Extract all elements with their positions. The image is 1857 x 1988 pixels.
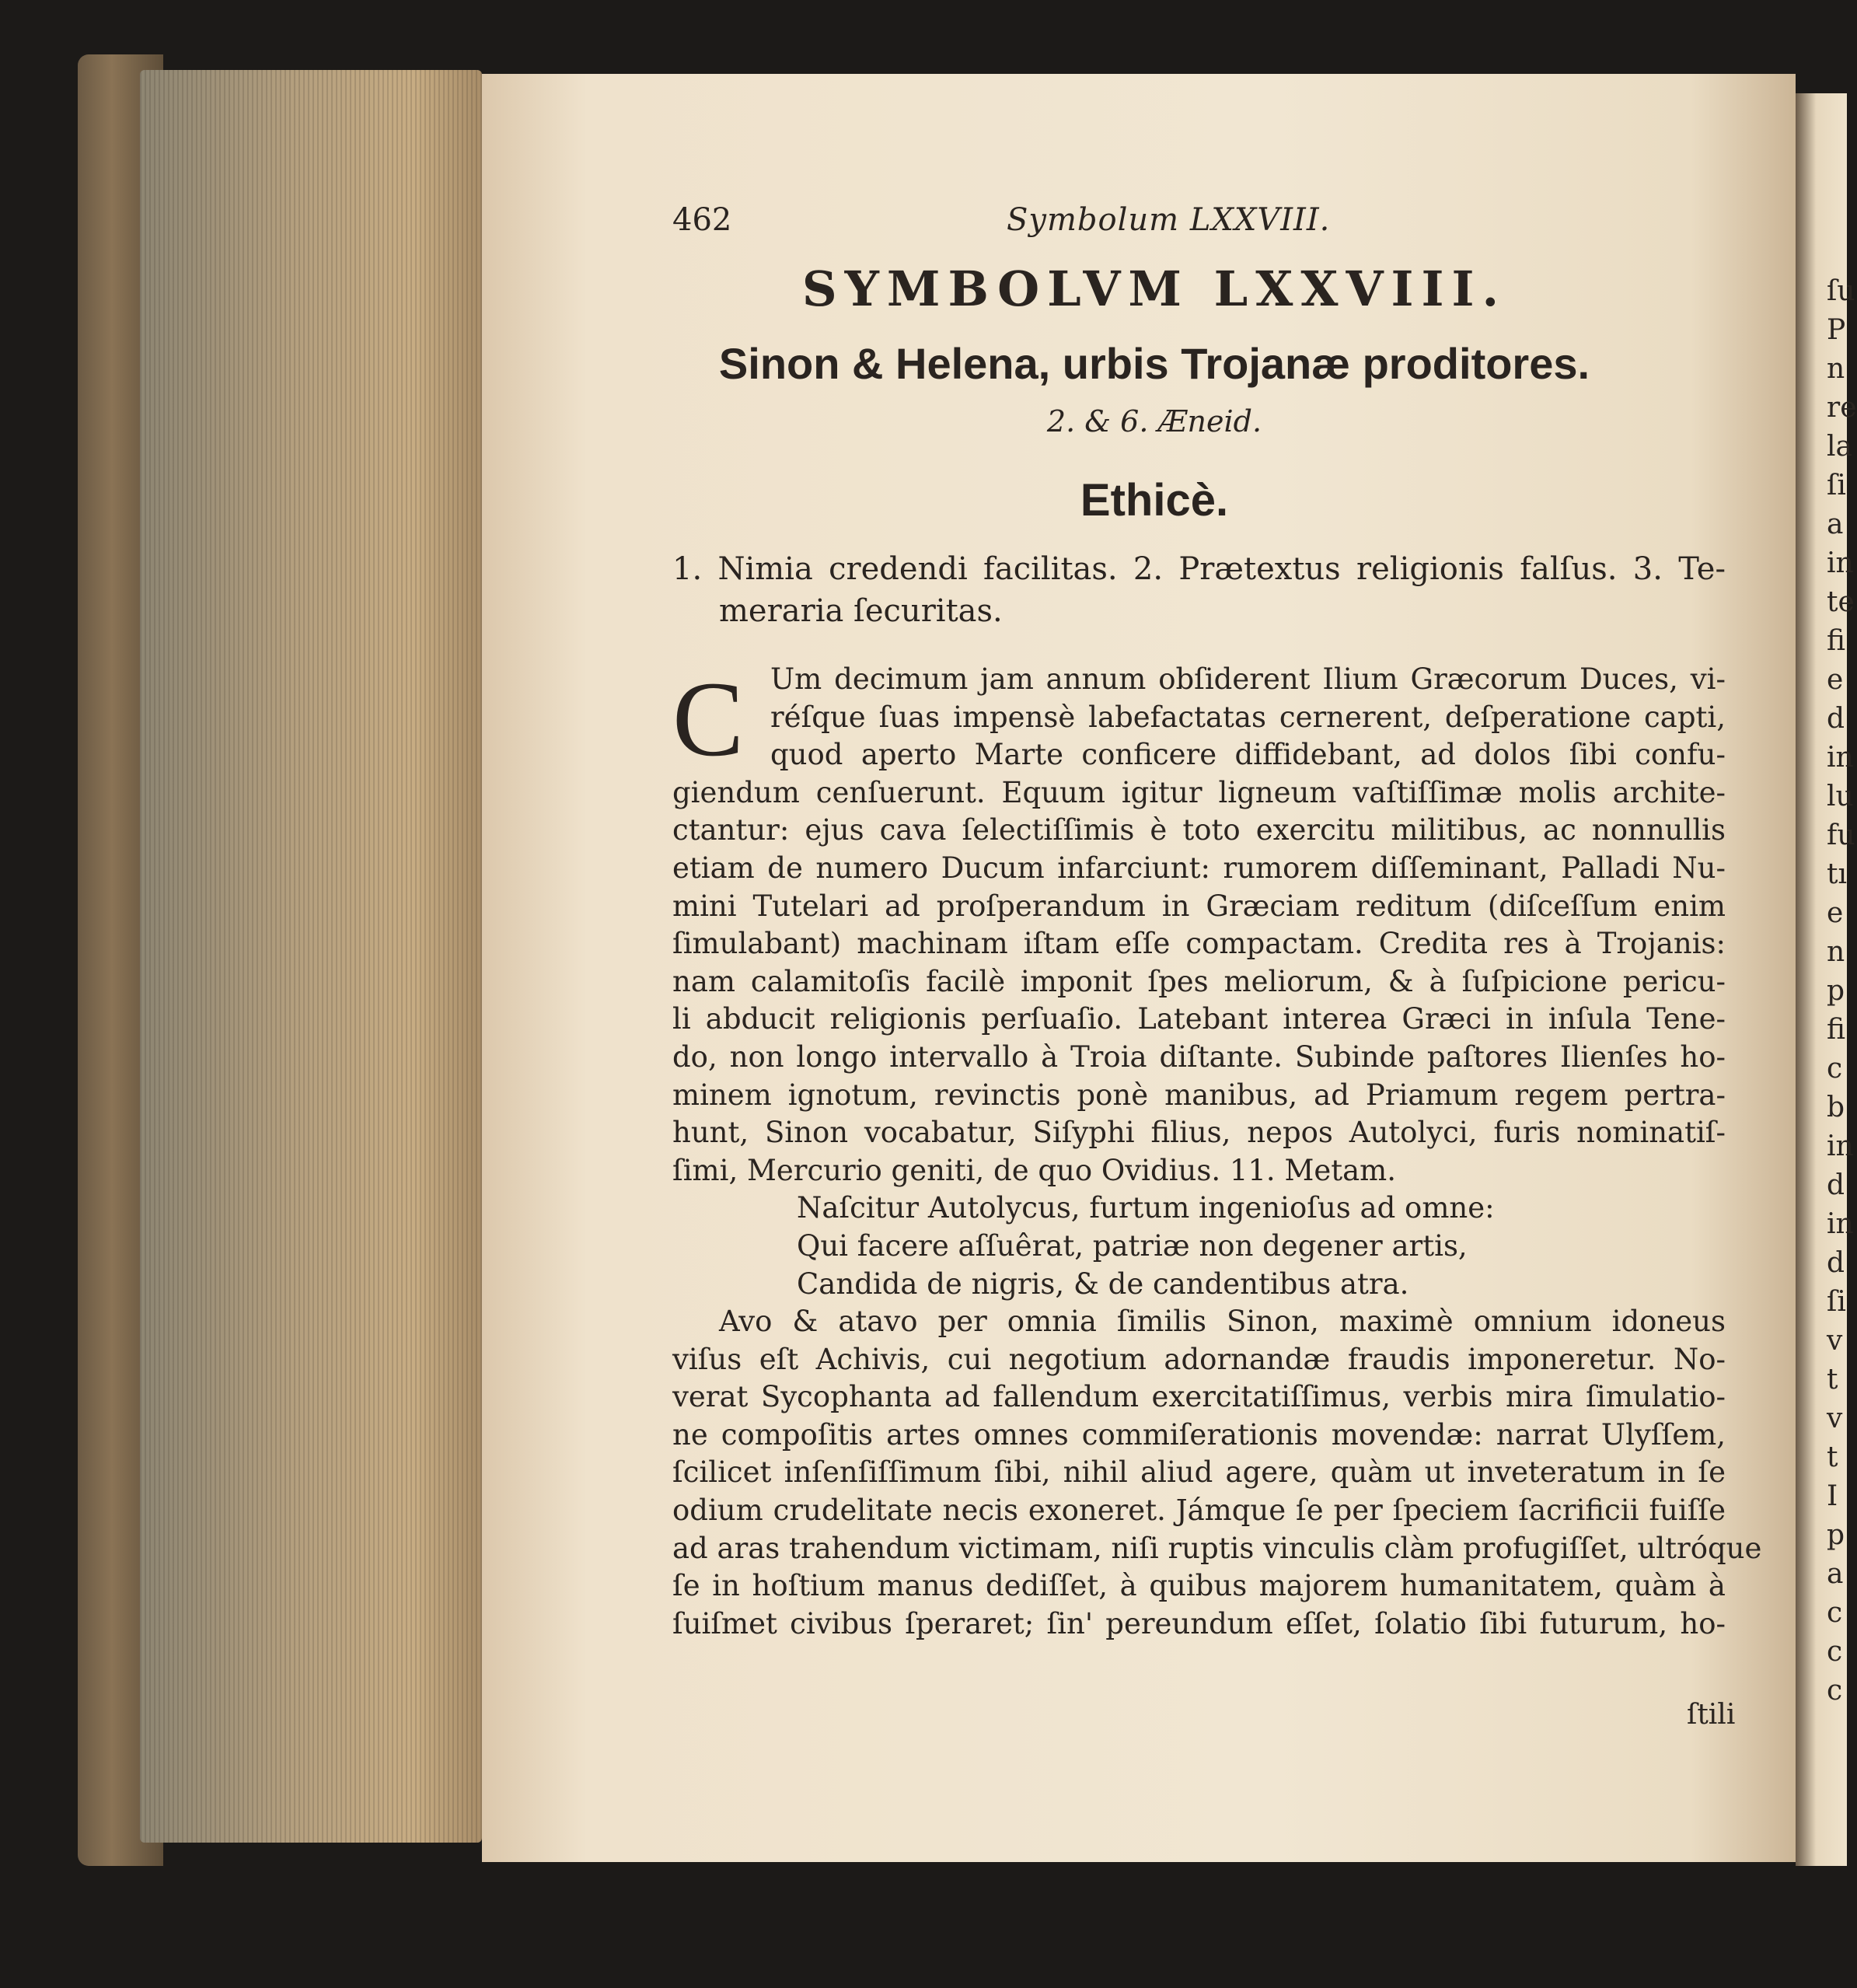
- right-page-fragment: n: [1827, 936, 1845, 968]
- body-line: odium crudelitate necis exoneret. Jámque ſe per ſpeciem ſacrificii fuiſſe: [672, 1494, 1726, 1528]
- right-page-fragment: c: [1827, 1597, 1843, 1629]
- right-page-fragment: e: [1827, 897, 1844, 929]
- source-reference: 2. & 6. Æneid.: [1046, 404, 1262, 438]
- body-line: li abducit religionis perſuaſio. Latebant interea Græci in inſula Tene-: [672, 1002, 1726, 1036]
- body-line: nam calamitoſis facilè imponit ſpes meliorum, & à ſuſpicione pericu-: [672, 964, 1726, 998]
- body-line: do, non longo intervallo à Troia diſtante. Subinde paſtores Ilienſes ho-: [672, 1039, 1726, 1074]
- body-line: etiam de numero Ducum infarciunt: rumorem diſſeminant, Palladi Nu-: [672, 851, 1726, 885]
- right-page-fragment: d: [1827, 1169, 1845, 1201]
- right-page-fragment: in: [1827, 547, 1854, 579]
- body-line: ſimi, Mercurio geniti, de quo Ovidius. 11. Metam.: [672, 1153, 1396, 1187]
- verse-line: Candida de nigris, & de candentibus atra.: [797, 1267, 1409, 1301]
- body-line: ctantur: ejus cava ſelectiſſimis è toto exercitu militibus, ac nonnullis: [672, 813, 1726, 847]
- right-page-fragment: fu: [1827, 819, 1855, 851]
- page-title: SYMBOLVM LXXVIII.: [801, 260, 1507, 317]
- right-page-fragment: t: [1827, 1441, 1838, 1473]
- right-page-fragment: te: [1827, 586, 1855, 618]
- body-line: Avo & atavo per omnia ſimilis Sinon, maximè omnium idoneus: [719, 1305, 1726, 1339]
- body-line: mini Tutelari ad proſperandum in Græciam reditum (diſceſſum enim: [672, 889, 1726, 923]
- right-page-fragment: e: [1827, 664, 1844, 696]
- verse-line: Naſcitur Autolycus, furtum ingenioſus ad omne:: [797, 1191, 1495, 1225]
- right-page-fragment: v: [1827, 1403, 1843, 1434]
- right-page-fragment: fi: [1827, 625, 1846, 657]
- right-page-fragment: ſi: [1827, 470, 1846, 501]
- page-fore-edge: [140, 70, 482, 1843]
- right-page-fragment: la: [1827, 431, 1852, 463]
- right-page-fragment: v: [1827, 1325, 1843, 1357]
- right-page-fragment: c: [1827, 1053, 1843, 1085]
- body-line: ſuiſmet civibus ſperaret; ſin' pereundum eſſet, ſolatio ſibi futurum, ho-: [672, 1606, 1726, 1640]
- page-subtitle: Sinon & Helena, urbis Trojanæ proditores.: [718, 339, 1590, 388]
- body-text: [672, 659, 1762, 1643]
- body-line: verat Sycophanta ad fallendum exercitatiſſimus, verbis mira ſimulatio-: [672, 1380, 1726, 1414]
- right-page-fragment: re: [1827, 392, 1857, 424]
- right-page-fragment: a: [1827, 1558, 1844, 1590]
- body-line: ſe in hoſtium manus dediſſet, à quibus majorem humanitatem, quàm à: [672, 1569, 1726, 1603]
- right-page-fragment: P: [1827, 314, 1846, 346]
- theses-line: meraria ſecuritas.: [719, 593, 1003, 629]
- section-heading: Ethicè.: [1080, 475, 1229, 526]
- body-line: ſimulabant) machinam iſtam eſſe compactam. Credita res à Trojanis:: [672, 927, 1726, 961]
- right-page-fragment: p: [1827, 975, 1845, 1007]
- right-page-fragment: t: [1827, 1364, 1838, 1396]
- right-page-fragment: in: [1827, 1208, 1854, 1240]
- right-page-fragment: tı: [1827, 858, 1847, 890]
- body-line: quod aperto Marte conficere diffidebant, ad dolos ſibi confu-: [770, 738, 1726, 772]
- right-page-fragment: I: [1827, 1480, 1838, 1512]
- right-page-edge: [1796, 93, 1857, 1866]
- catchword: ſtili: [1687, 1699, 1736, 1731]
- body-line: ne compoſitis artes omnes commiſerationis movendæ: narrat Ulyſſem,: [672, 1417, 1726, 1452]
- body-line: minem ignotum, revinctis ponè manibus, ad Priamum regem pertra-: [672, 1078, 1726, 1112]
- right-page-fragment: ſu: [1827, 275, 1855, 307]
- right-page-fragment: n: [1827, 353, 1845, 385]
- running-title: Symbolum LXXVIII.: [1007, 202, 1331, 238]
- right-page-fragment: c: [1827, 1636, 1843, 1668]
- verse-line: Qui facere aſſuêrat, patriæ non degener artis,: [797, 1228, 1468, 1263]
- right-page-fragments: [1827, 272, 1857, 1710]
- body-line: ſcilicet inſenſiſſimum ſibi, nihil aliud agere, quàm ut inveteratum in ſe: [672, 1455, 1726, 1490]
- right-page-fragment: fi: [1827, 1014, 1846, 1046]
- right-page-fragment: d: [1827, 703, 1845, 735]
- right-page-fragment: d: [1827, 1247, 1845, 1279]
- right-page-fragment: lu: [1827, 781, 1854, 812]
- right-page-fragment: in: [1827, 742, 1854, 774]
- right-page-fragment: ſi: [1827, 1286, 1846, 1318]
- theses-line: 1. Nimia credendi facilitas. 2. Prætextus religionis falſus. 3. Te-: [672, 551, 1726, 587]
- right-page-fragment: p: [1827, 1519, 1845, 1551]
- body-line: réſque ſuas impensè labefactatas cernerent, deſperatione capti,: [770, 700, 1726, 734]
- body-line: viſus eſt Achivis, cui negotium adornandæ fraudis imponeretur. No-: [672, 1342, 1726, 1376]
- right-page-fragment: in: [1827, 1130, 1854, 1162]
- page-number: 462: [672, 202, 732, 238]
- body-line: ad aras trahendum victimam, niſi ruptis vinculis clàm profugiſſet, ultróque: [672, 1531, 1762, 1565]
- theses-list: [672, 548, 1726, 632]
- right-page-fragment: a: [1827, 508, 1844, 540]
- drop-cap: C: [672, 659, 745, 778]
- body-line: Um decimum jam annum obſiderent Ilium Græcorum Duces, vi-: [770, 662, 1726, 696]
- running-head: [672, 202, 1722, 249]
- body-line: giendum cenſuerunt. Equum igitur ligneum vaſtiſſimæ molis archite-: [672, 775, 1726, 809]
- right-page-fragment: b: [1827, 1092, 1845, 1123]
- body-line: hunt, Sinon vocabatur, Siſyphi filius, nepos Autolyci, furis nominatiſ-: [672, 1116, 1726, 1150]
- right-page-fragment: c: [1827, 1675, 1843, 1707]
- book-page: [482, 74, 1796, 1862]
